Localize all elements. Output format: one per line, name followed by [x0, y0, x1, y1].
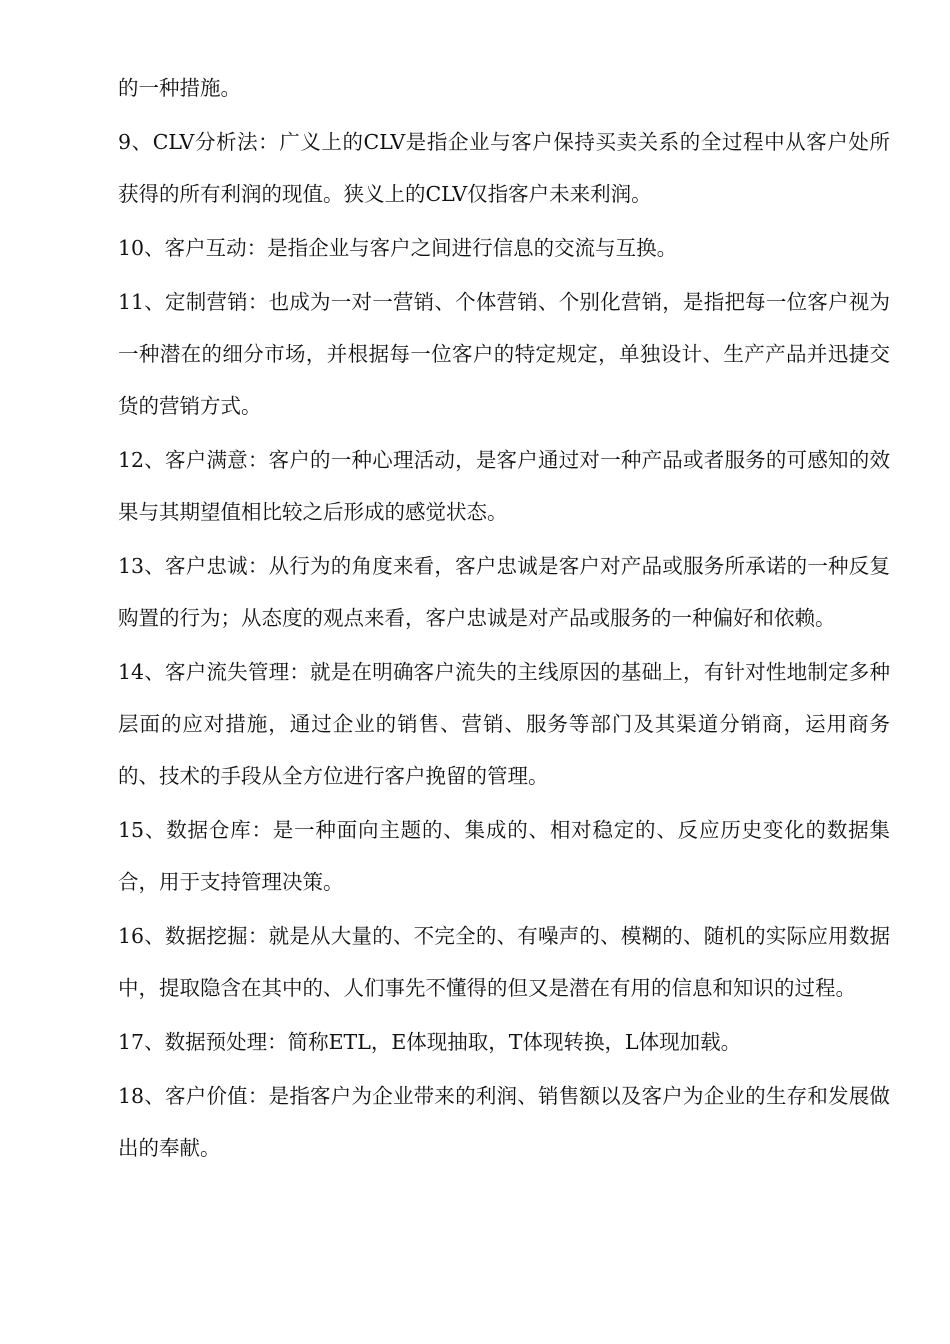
paragraph-10-interaction: 10、客户互动：是指企业与客户之间进行信息的交流与互换。 [118, 236, 678, 260]
paragraph-9-clv: 9、CLV分析法：广义上的CLV是指企业与客户保持买卖关系的全过程中从客户处所获得的所有利润的现值。狭义上的CLV仅指客户未来利润。 [118, 130, 890, 206]
paragraph-18-customer-value: 18、客户价值：是指客户为企业带来的利润、销售额以及客户为企业的生存和发展做出的奉献。 [118, 1084, 890, 1160]
paragraph-12-satisfaction: 12、客户满意：客户的一种心理活动，是客户通过对一种产品或者服务的可感知的效果与其期望值相比较之后形成的感觉状态。 [118, 448, 890, 524]
document-page [118, 62, 890, 1176]
paragraph-13-loyalty: 13、客户忠诚：从行为的角度来看，客户忠诚是客户对产品或服务所承诺的一种反复购置的行为；从态度的观点来看，客户忠诚是对产品或服务的一种偏好和依赖。 [118, 554, 890, 630]
paragraph-11-custom-marketing: 11、定制营销：也成为一对一营销、个体营销、个别化营销，是指把每一位客户视为一种潜在的细分市场，并根据每一位客户的特定规定，单独设计、生产产品并迅捷交货的营销方式。 [118, 290, 890, 418]
paragraph-15-data-warehouse: 15、数据仓库：是一种面向主题的、集成的、相对稳定的、反应历史变化的数据集合，用于支持管理决策。 [118, 818, 890, 894]
paragraph-14-churn-management: 14、客户流失管理：就是在明确客户流失的主线原因的基础上，有针对性地制定多种层面的应对措施，通过企业的销售、营销、服务等部门及其渠道分销商，运用商务的、技术的手段从全方位进行客户挽留的管理。 [118, 660, 890, 788]
paragraph-continuation: 的一种措施。 [118, 76, 241, 100]
paragraph-17-etl: 17、数据预处理：简称ETL，E体现抽取，T体现转换，L体现加载。 [118, 1030, 742, 1054]
paragraph-16-data-mining: 16、数据挖掘：就是从大量的、不完全的、有噪声的、模糊的、随机的实际应用数据中，提取隐含在其中的、人们事先不懂得的但又是潜在有用的信息和知识的过程。 [118, 924, 890, 1000]
